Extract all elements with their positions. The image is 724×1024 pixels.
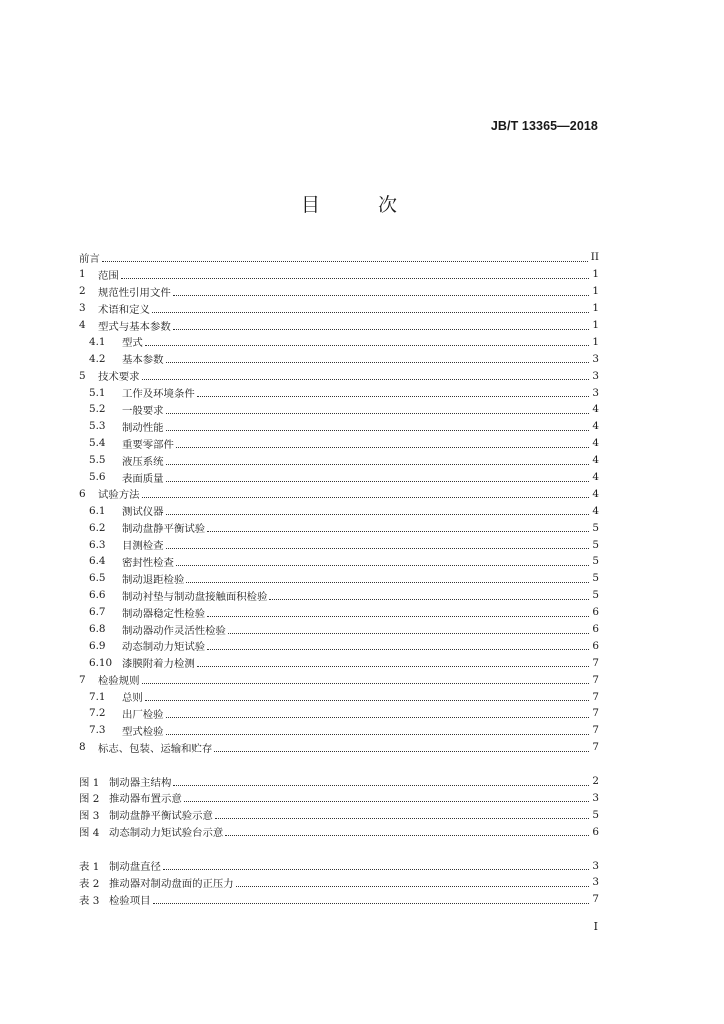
toc-leader-dots (269, 598, 589, 600)
toc-entry[interactable] (79, 621, 599, 638)
toc-entry[interactable] (79, 823, 599, 840)
toc-tables (79, 857, 599, 908)
toc-entry-number: 2 (79, 285, 86, 298)
page-title: 目 次 (300, 194, 424, 216)
toc-entry-number: 7 (79, 673, 86, 686)
toc-leader-dots (121, 277, 590, 279)
toc-entry-page: 5 (592, 555, 599, 568)
toc-leader-dots (166, 513, 590, 515)
toc-leader-dots (207, 648, 589, 650)
toc-entry-label: 制动性能 (122, 421, 164, 434)
toc-figures (79, 773, 599, 841)
toc-entry[interactable] (79, 637, 599, 654)
toc-leader-dots (184, 800, 590, 802)
toc-entry[interactable] (79, 401, 599, 418)
toc-entry-label: 动态制动力矩试验台示意 (109, 827, 224, 840)
toc-leader-dots (142, 378, 590, 380)
toc-entry-number: 4.2 (89, 352, 106, 365)
toc-entry-number: 5 (79, 369, 86, 382)
toc-entry[interactable] (79, 249, 599, 266)
toc-leader-dots (166, 480, 590, 482)
toc-entry-label: 液压系统 (122, 455, 164, 468)
toc-entry[interactable] (79, 671, 599, 688)
toc-entry[interactable] (79, 519, 599, 536)
toc-entry-page: 3 (592, 369, 599, 382)
toc-entry[interactable] (79, 317, 599, 334)
toc-entry-page: 6 (592, 606, 599, 619)
toc-gap (79, 840, 599, 857)
toc-entry-label: 制动盘直径 (109, 861, 161, 873)
toc-entry[interactable] (79, 384, 599, 401)
toc-leader-dots (207, 615, 589, 617)
toc-leader-dots (102, 260, 588, 262)
toc-entry-label: 制动器稳定性检验 (122, 607, 206, 620)
toc-entry-page: 4 (592, 504, 599, 517)
toc-entry-number: 图 4 (79, 827, 100, 840)
toc-entry-page: 3 (592, 352, 599, 365)
toc-entry-number: 7.1 (89, 690, 106, 703)
toc-leader-dots (176, 446, 589, 448)
toc-entry[interactable] (79, 469, 599, 486)
toc-entry-page: 4 (592, 437, 599, 450)
toc-entry-page: 5 (592, 521, 599, 534)
toc-entry-page: 7 (592, 893, 599, 906)
toc-leader-dots (173, 328, 590, 330)
toc-entry-page: 5 (592, 808, 599, 821)
toc-entry[interactable] (79, 739, 599, 756)
toc-entry[interactable] (79, 485, 599, 502)
toc-entry-page: 1 (592, 302, 599, 315)
toc-entry[interactable] (79, 604, 599, 621)
toc-entry-page: 3 (592, 791, 599, 804)
toc-leader-dots (215, 817, 589, 819)
toc-leader-dots (166, 547, 590, 549)
toc-entry[interactable] (79, 654, 599, 671)
toc-entry-page: 1 (592, 285, 599, 298)
toc-entry-label: 制动器动作灵活性检验 (122, 624, 226, 637)
toc-entry-page: 4 (592, 420, 599, 433)
toc-entry-label: 技术要求 (98, 371, 140, 384)
toc-leader-dots (228, 632, 589, 634)
toc-leader-dots (166, 463, 590, 465)
toc-entry-label: 基本参数 (122, 354, 164, 367)
toc-entry[interactable] (79, 350, 599, 367)
toc-leader-dots (173, 294, 590, 296)
toc-entry-label: 重要零部件 (122, 438, 174, 451)
toc-entry-number: 6.7 (89, 606, 106, 619)
toc-entry-page: 6 (592, 623, 599, 636)
toc-entry-label: 一般要求 (122, 404, 164, 417)
toc-entry-number: 表 2 (79, 877, 100, 890)
toc-entry-number: 5.6 (89, 471, 106, 484)
toc-entry[interactable] (79, 283, 599, 300)
toc-leader-dots (166, 412, 590, 414)
toc-entry-number: 6.8 (89, 623, 106, 636)
toc-entry-page: 5 (592, 572, 599, 585)
toc-entry-page: 4 (592, 471, 599, 484)
toc-entry[interactable] (79, 587, 599, 604)
toc-entry-page: 6 (592, 639, 599, 652)
toc-entry-number: 6.4 (89, 555, 106, 568)
page-number: I (593, 920, 598, 933)
document-code: JB/T 13365—2018 (490, 119, 598, 133)
toc-leader-dots (197, 665, 590, 667)
toc-entry-number: 6.2 (89, 521, 106, 534)
toc-leader-dots (142, 496, 590, 498)
toc-entry-label: 试验方法 (98, 489, 140, 502)
toc-entry-page: 1 (592, 268, 599, 281)
toc-entry-number: 8 (79, 741, 86, 754)
toc-entry-number: 5.2 (89, 403, 106, 416)
toc-entry-number: 图 3 (79, 810, 100, 823)
toc-leader-dots (173, 784, 589, 786)
toc-entry-label: 测试仪器 (122, 506, 164, 519)
toc-entry[interactable] (79, 790, 599, 807)
toc-entry-label: 出厂检验 (122, 708, 164, 721)
toc-leader-dots (225, 834, 589, 836)
toc-entry-page: 5 (592, 538, 599, 551)
toc-entry-number: 7.2 (89, 707, 106, 720)
toc-entry-label: 目测检查 (122, 540, 164, 553)
toc-entry-label: 漆膜附着力检测 (122, 658, 195, 671)
toc-leader-dots (145, 344, 590, 346)
toc-entry-label: 制动盘静平衡试验 (122, 523, 206, 536)
toc-entry-page: 3 (592, 386, 599, 399)
toc-entry-number: 3 (79, 302, 86, 315)
toc-entry-number: 6 (79, 487, 86, 500)
toc-entry-label: 前言 (79, 252, 100, 265)
toc-entry[interactable] (79, 300, 599, 317)
toc-entry-label: 制动衬垫与制动盘接触面积检验 (122, 590, 268, 603)
toc-entry-number: 6.10 (89, 656, 113, 669)
toc-entry-label: 规范性引用文件 (98, 286, 171, 299)
toc-entry-number: 6.9 (89, 639, 106, 652)
toc-entry-page: 7 (592, 656, 599, 669)
toc-entry-number: 图 2 (79, 793, 100, 806)
toc-leader-dots (145, 699, 590, 701)
toc-entry-number: 6.1 (89, 504, 106, 517)
toc-entry-label: 密封性检查 (122, 556, 174, 569)
toc-entry-page: 7 (592, 741, 599, 754)
toc-entry-page: 1 (592, 335, 599, 348)
toc-entry-label: 制动退距检验 (122, 573, 185, 586)
toc-entry[interactable] (79, 570, 599, 587)
toc-leader-dots (186, 581, 589, 583)
toc-leader-dots (163, 868, 589, 870)
toc-entry[interactable] (79, 266, 599, 283)
toc-entry-label: 标志、包装、运输和贮存 (98, 742, 213, 755)
toc-leader-dots (207, 530, 589, 532)
toc-entry-label: 术语和定义 (98, 303, 150, 316)
toc-entry[interactable] (79, 418, 599, 435)
toc-entry[interactable] (79, 367, 599, 384)
toc-entry-number: 图 1 (79, 776, 100, 789)
toc-entry-number: 5.1 (89, 386, 106, 399)
toc-entry-number: 5.5 (89, 454, 106, 467)
toc-entry-label: 制动器主结构 (109, 776, 172, 789)
toc-entry[interactable] (79, 891, 599, 908)
toc-leader-dots (176, 564, 589, 566)
toc-entry-label: 检验项目 (109, 894, 151, 907)
toc-entry[interactable] (79, 333, 599, 350)
toc-entry-page: 7 (592, 673, 599, 686)
table-of-contents (79, 249, 599, 908)
toc-leader-dots (166, 733, 590, 735)
toc-entry-number: 表 3 (79, 894, 100, 907)
toc-entry[interactable] (79, 502, 599, 519)
toc-entry-label: 推动器对制动盘面的正压力 (109, 877, 234, 890)
toc-entry-page: II (590, 251, 599, 264)
toc-entry-number: 5.3 (89, 420, 106, 433)
toc-entry-number: 6.6 (89, 589, 106, 602)
toc-entry-label: 动态制动力矩试验 (122, 641, 206, 654)
toc-entry-number: 表 1 (79, 861, 100, 873)
toc-entry[interactable] (79, 722, 599, 739)
toc-entry[interactable] (79, 705, 599, 722)
toc-entry-label: 总则 (122, 692, 143, 705)
toc-entry[interactable] (79, 773, 599, 790)
toc-entry-page: 1 (592, 319, 599, 331)
toc-entry-number: 4.1 (89, 335, 106, 348)
toc-entry[interactable] (79, 806, 599, 823)
toc-leader-dots (166, 429, 590, 431)
toc-leader-dots (142, 682, 590, 684)
toc-entry[interactable] (79, 688, 599, 705)
toc-gap (79, 756, 599, 773)
toc-entry-page: 4 (592, 454, 599, 467)
toc-entry[interactable] (79, 435, 599, 452)
toc-entry-label: 表面质量 (122, 472, 164, 485)
toc-leader-dots (153, 902, 590, 904)
toc-entry-label: 制动盘静平衡试验示意 (109, 810, 213, 823)
toc-entry-number: 4 (79, 319, 86, 331)
toc-leader-dots (236, 885, 590, 887)
toc-entry-page: 7 (592, 690, 599, 703)
toc-entry[interactable] (79, 553, 599, 570)
toc-entry-label: 型式与基本参数 (98, 320, 171, 333)
toc-entry-page: 3 (592, 876, 599, 889)
toc-entry-number: 5.4 (89, 437, 106, 450)
toc-entry-number: 1 (79, 268, 86, 281)
toc-entry-label: 推动器布置示意 (109, 793, 182, 806)
toc-leader-dots (197, 395, 590, 397)
toc-leader-dots (152, 311, 589, 313)
toc-entry-label: 范围 (98, 269, 119, 282)
toc-leader-dots (166, 716, 590, 718)
toc-entry-page: 7 (592, 724, 599, 737)
toc-entry-label: 工作及环境条件 (122, 388, 195, 401)
toc-entry-page: 3 (592, 859, 599, 872)
toc-leader-dots (214, 750, 589, 752)
toc-entry-page: 2 (592, 775, 599, 788)
toc-entry[interactable] (79, 857, 599, 874)
toc-entry-page: 5 (592, 589, 599, 602)
toc-entry-page: 4 (592, 487, 599, 500)
toc-entry[interactable] (79, 452, 599, 469)
toc-entry-page: 4 (592, 403, 599, 416)
toc-entry-number: 6.3 (89, 538, 106, 551)
toc-sections (79, 249, 599, 756)
toc-entry-number: 7.3 (89, 724, 106, 737)
toc-entry-label: 型式 (122, 337, 143, 350)
toc-entry[interactable] (79, 536, 599, 553)
toc-entry-page: 7 (592, 707, 599, 720)
toc-entry-label: 检验规则 (98, 675, 140, 688)
toc-entry[interactable] (79, 874, 599, 891)
toc-entry-number: 6.5 (89, 572, 106, 585)
toc-entry-page: 6 (592, 825, 599, 838)
toc-entry-label: 型式检验 (122, 725, 164, 738)
toc-leader-dots (166, 361, 590, 363)
